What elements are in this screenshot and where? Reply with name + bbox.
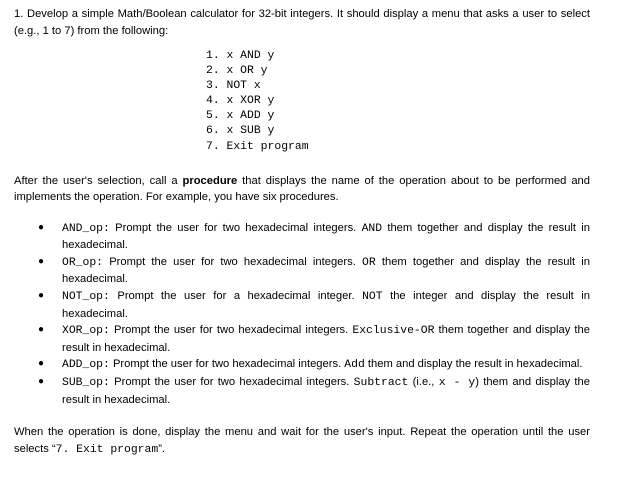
procedure-code: NOT [362, 291, 383, 304]
procedure-item-not: ● NOT_op: Prompt the user for a hexadecimal integer. NOT the integer and display the result in hexadecimal. [38, 290, 591, 320]
bullet-icon: ● [38, 255, 45, 267]
procedure-name: OR_op: [62, 256, 104, 269]
procedure-name: ADD_op: [62, 359, 110, 372]
procedure-code: Exclusive-OR [352, 325, 435, 338]
bullet-icon: ● [38, 358, 45, 370]
menu-item: 4. x XOR y [206, 95, 275, 108]
procedure-code: Add [344, 359, 365, 372]
menu-item: 2. x OR y [206, 65, 268, 78]
procedure-item-sub: ● SUB_op: Prompt the user for two hexadecimal integers. Subtract (i.e., x - y) them and display the result in hexadecimal. [38, 376, 590, 406]
procedure-item-and: ● AND_op: Prompt the user for two hexadecimal integers. AND them together and display the result in hexadecimal. [38, 221, 590, 252]
procedure-code: AND [361, 222, 383, 235]
bullet-icon: ● [38, 290, 45, 302]
procedure-keyword: procedure [182, 174, 238, 187]
menu-list [206, 49, 590, 155]
menu-item: 6. x SUB y [206, 125, 275, 138]
procedure-code: Subtract [353, 377, 409, 389]
procedure-name: AND_op: [62, 222, 110, 235]
bullet-icon: ● [38, 324, 45, 336]
assignment-document [14, 6, 590, 458]
procedure-item-xor: ● XOR_op: Prompt the user for two hexadecimal integers. Exclusive-OR them together and display the result in hexadecimal. [38, 324, 590, 354]
exit-option-code: 7. Exit program [55, 443, 159, 456]
menu-item: 1. x AND y [206, 50, 275, 62]
menu-item: 7. Exit program [206, 140, 309, 153]
procedure-name: XOR_op: [62, 325, 110, 338]
menu-item: 3. NOT x [206, 80, 261, 93]
bullet-icon: ● [38, 221, 45, 233]
procedure-code-expression: x - y [438, 377, 476, 389]
intro-paragraph: 1. Develop a simple Math/Boolean calculator for 32-bit integers. It should display a menu that asks a user to select (e.g., 1 to 7) from the following: [14, 8, 590, 37]
final-paragraph: When the operation is done, display the menu and wait for the user's input. Repeat the operation until the user selects “7. Exit program”. [14, 426, 590, 456]
menu-item: 5. x ADD y [206, 110, 275, 123]
bullet-icon: ● [38, 376, 45, 387]
procedure-name: SUB_op: [62, 377, 110, 389]
procedure-name: NOT_op: [62, 291, 110, 304]
procedure-list [14, 220, 590, 409]
procedure-item-add: ● ADD_op: Prompt the user for two hexadecimal integers. Add them and display the result in hexadecimal. [38, 358, 583, 372]
procedure-item-or: ● OR_op: Prompt the user for two hexadecimal integers. OR them together and display the result in hexadecimal. [38, 255, 590, 286]
after-selection-paragraph: After the user's selection, call a procedure that displays the name of the operation about to be performed and implements the operation. For example, you have six procedures. [14, 174, 590, 204]
procedure-code: OR [362, 256, 376, 269]
